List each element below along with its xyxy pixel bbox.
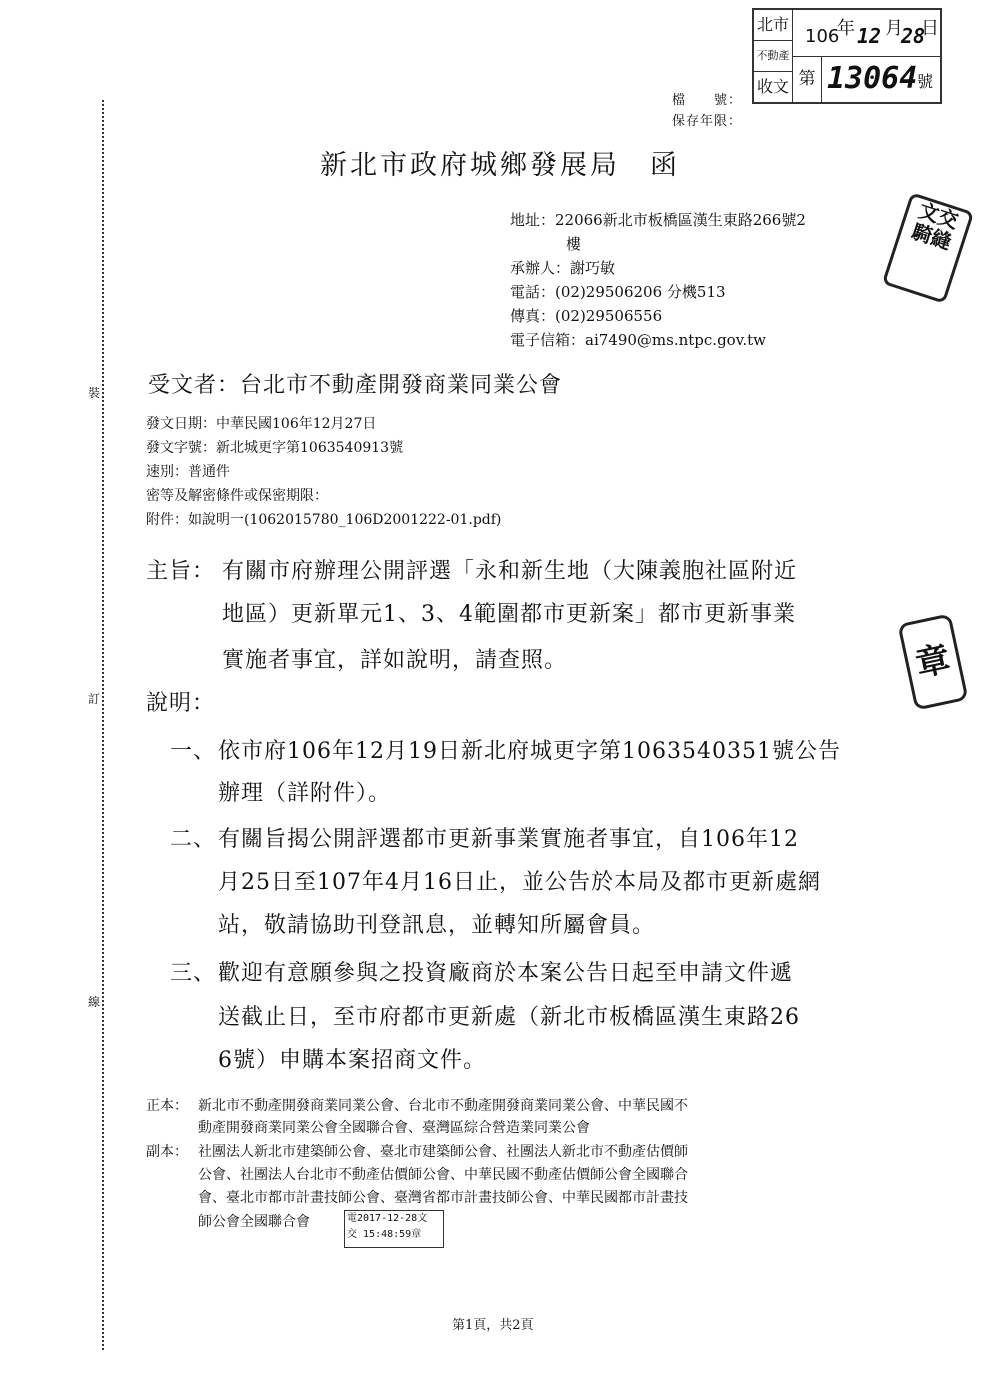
item-3-line3: 6號）申購本案招商文件。 <box>218 1048 486 1073</box>
stamp-org-column <box>754 10 793 102</box>
subject-label: 主旨： <box>146 559 216 584</box>
item-2-line3: 站，敬請協助刊登訊息，並轉知所屬會員。 <box>218 913 656 938</box>
copy-recipients-label: 副本： <box>146 1144 188 1160</box>
seam-stamp <box>882 192 974 304</box>
stamp-num-prefix: 第 <box>793 57 822 102</box>
item-1-line2: 辦理（詳附件）。 <box>218 781 392 806</box>
stamp-month-unit: 月 <box>885 18 903 39</box>
estamp-c3: 文 <box>417 1213 428 1224</box>
email: 電子信箱：ai7490@ms.ntpc.gov.tw <box>510 331 767 349</box>
issue-number: 發文字號：新北城更字第1063540913號 <box>146 440 404 456</box>
estamp-c4: 章 <box>411 1229 422 1240</box>
contact-block <box>510 208 806 352</box>
copy-recipients-line1: 社團法人新北市建築師公會、臺北市建築師公會、社團法人新北市不動產估價師 <box>198 1144 688 1160</box>
seam-stamp-c4: 縫 <box>928 225 955 255</box>
item-3-line1: 歡迎有意願參與之投資廠商於本案公告日起至申請文件遞 <box>218 961 794 986</box>
main-recipients-line2: 動產開發商業同業公會全國聯合會、臺灣區綜合營造業同業公會 <box>198 1120 590 1136</box>
address-line1: 地址：22066新北市板橋區漢生東路266號2 <box>510 211 806 229</box>
copy-recipients-line3: 會、臺北市都市計畫技師公會、臺灣省都市計畫技師公會、中華民國都市計畫技 <box>198 1190 688 1206</box>
estamp-time: 15:48:59 <box>363 1229 412 1240</box>
item-2-num: 二、 <box>170 827 217 852</box>
item-3-num: 三、 <box>170 961 217 986</box>
issue-block <box>146 412 501 532</box>
copy-recipients-line4: 師公會全國聯合會 <box>198 1214 310 1230</box>
electronic-exchange-stamp <box>344 1210 444 1248</box>
explanation-label: 說明： <box>146 691 216 716</box>
receipt-stamp <box>752 8 942 104</box>
item-2-line2: 月25日至107年4月16日止，並公告於本局及都市更新處網 <box>218 870 821 895</box>
binding-line <box>102 100 104 1350</box>
subject-line2: 地區）更新單元1、3、4範圍都市更新案」都市更新事業 <box>222 602 796 627</box>
handler: 承辦人：謝巧敏 <box>510 259 616 277</box>
binding-mark-2: 訂 <box>88 692 101 706</box>
stamp-num-suffix: 號 <box>917 72 934 91</box>
item-1-num: 一、 <box>170 739 217 764</box>
address-line2: 樓 <box>566 235 582 253</box>
stamp-day-unit: 日 <box>921 18 939 39</box>
stamp-date-year: 106 <box>805 26 840 47</box>
stamp-year-unit: 年 <box>837 18 855 39</box>
phone: 電話：(02)29506206 分機513 <box>510 283 726 301</box>
stamp-date-month: 12 <box>857 24 882 48</box>
issue-attachment: 附件：如說明一(1062015780_106D2001222-01.pdf) <box>146 512 502 528</box>
stamp-date-day: 28 <box>901 24 926 48</box>
binding-mark-1: 裝 <box>88 386 101 400</box>
subject-line1: 有關市府辦理公開評選「永和新生地（大陳義胞社區附近 <box>222 559 798 584</box>
issue-speed: 速別：普通件 <box>146 464 230 480</box>
main-recipients-label: 正本： <box>146 1098 188 1114</box>
seam-stamp-c2: 交 <box>934 204 962 234</box>
fax: 傳真：(02)29506556 <box>510 307 663 325</box>
estamp-c2: 交 <box>347 1229 357 1240</box>
main-recipients-line1: 新北市不動產開發商業同業公會、台北市不動產開發商業同業公會、中華民國不 <box>198 1098 688 1114</box>
stamp-org-line2: 不動產 <box>754 41 792 72</box>
estamp-date: 2017-12-28 <box>357 1213 418 1224</box>
item-3-line2: 送截止日，至市府都市更新處（新北市板橋區漢生東路26 <box>218 1005 800 1030</box>
copy-recipients-line2: 公會、社團法人台北市不動產估價師公會、中華民國不動產估價師公會全國聯合 <box>198 1167 688 1183</box>
stamp-org-line3: 收文 <box>756 77 789 96</box>
item-2-line1: 有關旨揭公開評選都市更新事業實施者事宜，自106年12 <box>218 827 799 852</box>
estamp-c1: 電 <box>347 1213 357 1224</box>
file-number-label: 檔 號： <box>672 93 743 108</box>
stamp-org-line1: 北市 <box>754 10 792 41</box>
stamp-num-value: 13064 <box>827 61 918 96</box>
document-title: 新北市政府城鄉發展局 函 <box>320 150 680 181</box>
seal-stamp <box>897 613 968 710</box>
seam-stamp-c1: 文 <box>915 198 943 228</box>
seam-stamp-c3: 騎 <box>908 218 936 248</box>
item-1-line1: 依市府106年12月19日新北府城更字第1063540351號公告 <box>218 739 841 764</box>
issue-secrecy: 密等及解密條件或保密期限： <box>146 488 328 504</box>
stamp-number-row <box>793 57 940 102</box>
stamp-date-row <box>793 10 940 57</box>
subject-line3: 實施者事宜，詳如說明，請查照。 <box>222 648 568 673</box>
retention-label: 保存年限： <box>672 114 743 129</box>
seal-stamp-char: 章 <box>912 638 954 686</box>
page-number: 第1頁，共2頁 <box>452 1318 534 1333</box>
issue-date: 發文日期：中華民國106年12月27日 <box>146 416 377 432</box>
binding-mark-3: 線 <box>88 995 101 1009</box>
recipient: 受文者：台北市不動產開發商業同業公會 <box>148 373 563 398</box>
